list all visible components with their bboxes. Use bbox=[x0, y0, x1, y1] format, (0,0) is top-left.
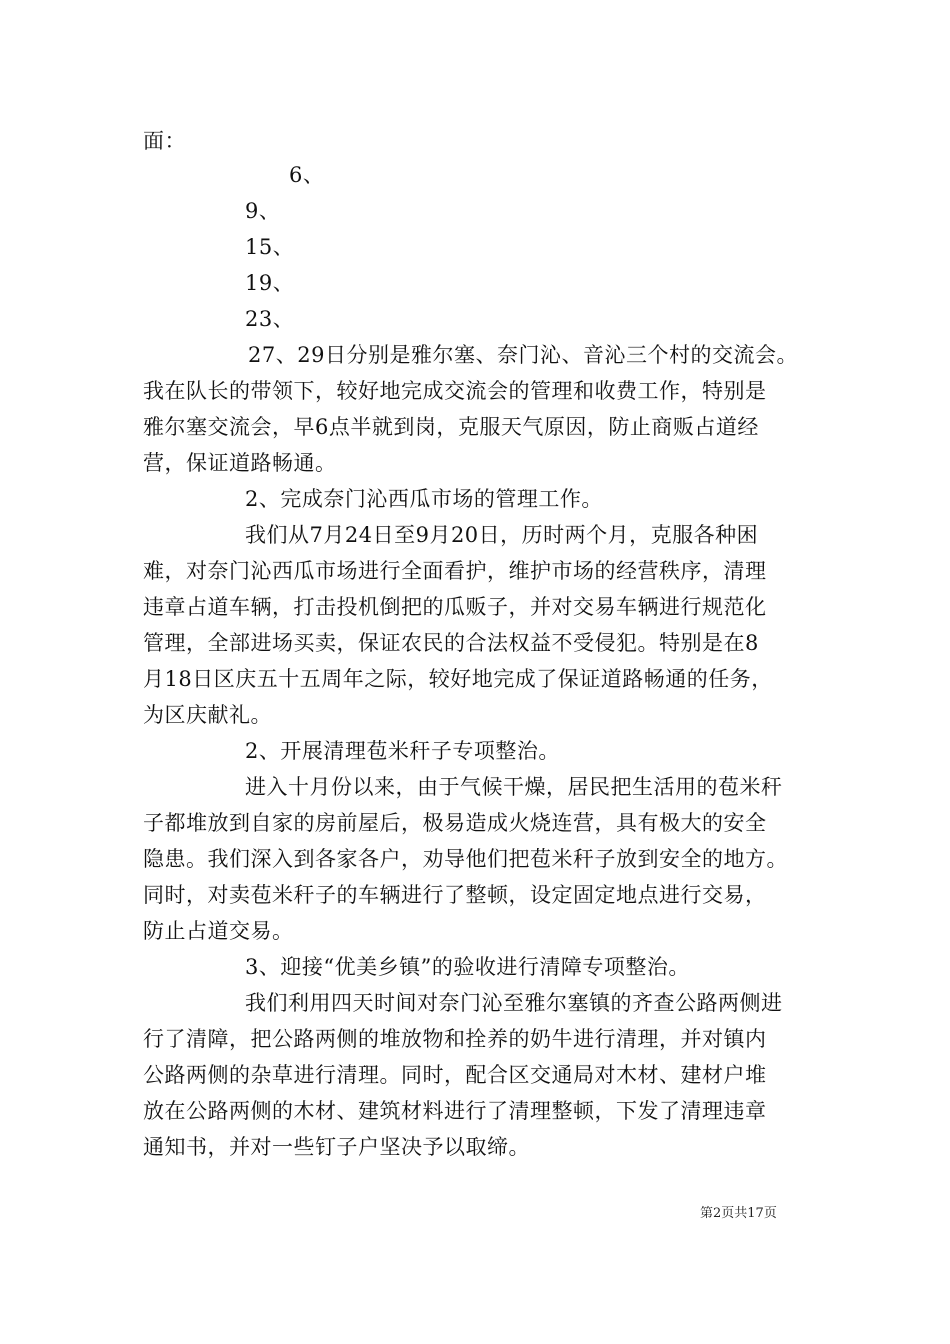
text-line-17: 为区庆献礼。 bbox=[143, 703, 272, 727]
text-line-12: 我们从7月24日至9月20日，历时两个月，克服各种困 bbox=[245, 523, 759, 547]
page-number: 第2页共17页 bbox=[700, 1206, 777, 1221]
text-line-14: 违章占道车辆，打击投机倒把的瓜贩子，并对交易车辆进行规范化 bbox=[143, 595, 767, 619]
text-line-23: 防止占道交易。 bbox=[143, 919, 294, 943]
text-line-9: 雅尔塞交流会，早6点半就到岗，克服天气原因，防止商贩占道经 bbox=[143, 415, 759, 439]
text-line-26: 行了清障，把公路两侧的堆放物和拴养的奶牛进行清理，并对镇内 bbox=[143, 1027, 767, 1051]
text-line-1: 面： bbox=[143, 129, 186, 153]
text-line-19: 进入十月份以来，由于气候干燥，居民把生活用的苞米秆 bbox=[245, 775, 783, 799]
text-line-2: 6、 bbox=[289, 163, 325, 187]
text-line-21: 隐患。我们深入到各家各户，劝导他们把苞米秆子放到安全的地方。 bbox=[143, 847, 788, 871]
text-line-27: 公路两侧的杂草进行清理。同时，配合区交通局对木材、建材户堆 bbox=[143, 1063, 767, 1087]
text-line-3: 9、 bbox=[245, 199, 281, 223]
text-line-22: 同时，对卖苞米秆子的车辆进行了整顿，设定固定地点进行交易， bbox=[143, 883, 767, 907]
text-line-8: 我在队长的带领下，较好地完成交流会的管理和收费工作，特别是 bbox=[143, 379, 767, 403]
text-line-11: 2、完成奈门沁西瓜市场的管理工作。 bbox=[245, 487, 603, 511]
text-line-4: 15、 bbox=[245, 235, 295, 259]
text-line-16: 月18日区庆五十五周年之际，较好地完成了保证道路畅通的任务， bbox=[143, 667, 773, 691]
text-line-24: 3、迎接“优美乡镇”的验收进行清障专项整治。 bbox=[245, 955, 690, 979]
text-line-13: 难，对奈门沁西瓜市场进行全面看护，维护市场的经营秩序，清理 bbox=[143, 559, 767, 583]
text-line-25: 我们利用四天时间对奈门沁至雅尔塞镇的齐查公路两侧进 bbox=[245, 991, 783, 1015]
text-line-15: 管理，全部进场买卖，保证农民的合法权益不受侵犯。特别是在8 bbox=[143, 631, 759, 655]
text-line-6: 23、 bbox=[245, 307, 295, 331]
text-line-10: 营，保证道路畅通。 bbox=[143, 451, 337, 475]
text-line-20: 子都堆放到自家的房前屋后，极易造成火烧连营，具有极大的安全 bbox=[143, 811, 767, 835]
text-line-18: 2、开展清理苞米秆子专项整治。 bbox=[245, 739, 560, 763]
text-line-7: 27、29日分别是雅尔塞、奈门沁、音沁三个村的交流会。 bbox=[248, 343, 798, 367]
text-line-5: 19、 bbox=[245, 271, 295, 295]
text-line-28: 放在公路两侧的木材、建筑材料进行了清理整顿，下发了清理违章 bbox=[143, 1099, 767, 1123]
text-line-29: 通知书，并对一些钉子户坚决予以取缔。 bbox=[143, 1135, 530, 1159]
